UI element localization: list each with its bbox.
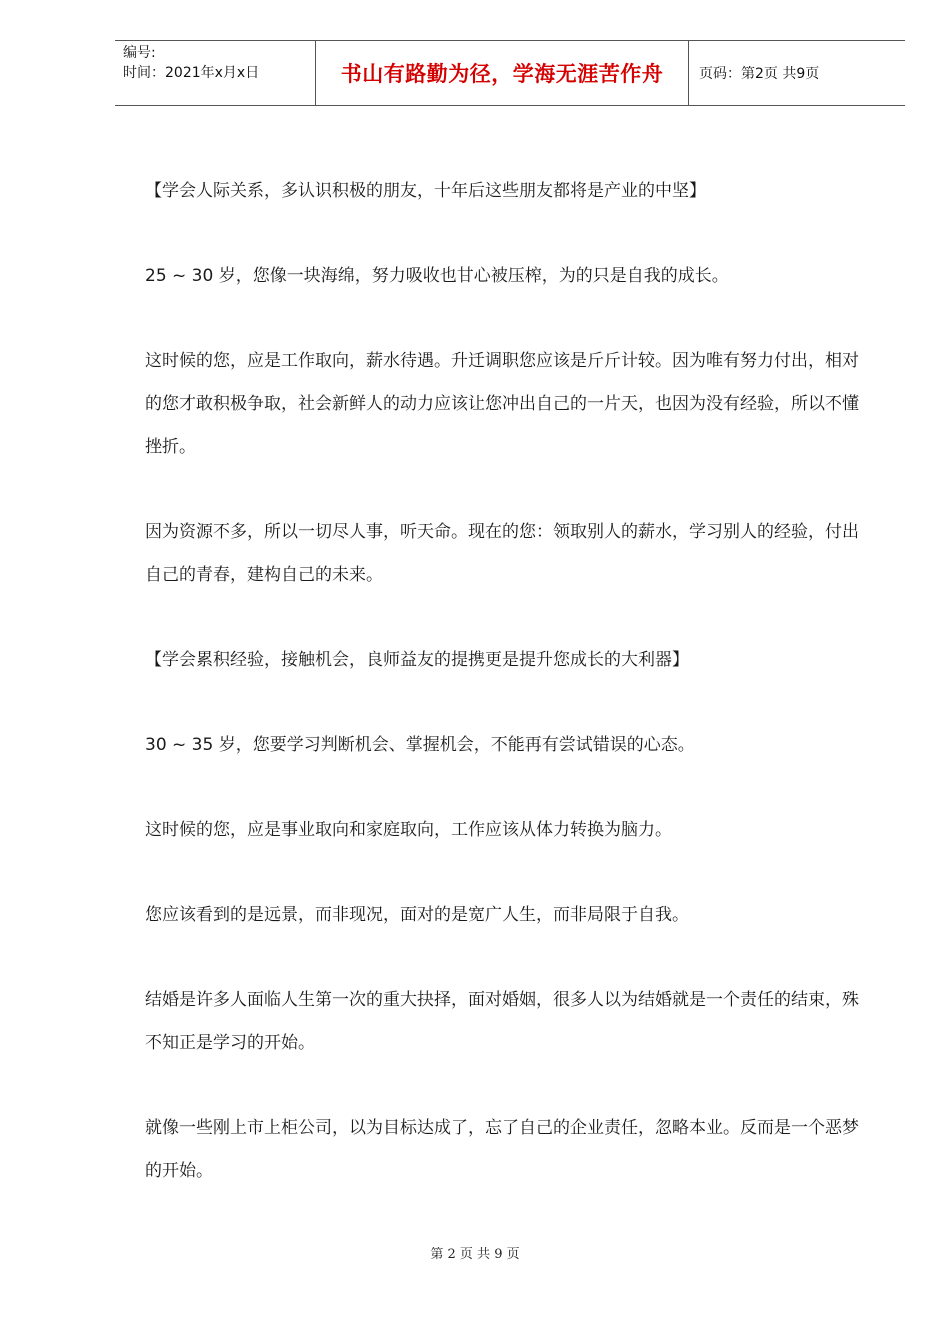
paragraph: 因为资源不多，所以一切尽人事，听天命。现在的您：领取别人的薪水，学习别人的经验，付出自己的青春，建构自己的未来。 <box>145 522 859 585</box>
document-body <box>145 170 875 1235</box>
paragraph: 这时候的您，应是事业取向和家庭取向，工作应该从体力转换为脑力。 <box>145 820 672 840</box>
paragraph: 您应该看到的是远景，而非现况，面对的是宽广人生，而非局限于自我。 <box>145 905 689 925</box>
header-page-info: 页码：第2页 共9页 <box>699 66 820 82</box>
paragraph: 30 ~ 35 岁，您要学习判断机会、掌握机会，不能再有尝试错误的心态。 <box>145 735 695 755</box>
header-motto: 书山有路勤为径，学海无涯苦作舟 <box>316 41 689 105</box>
paragraph: 这时候的您，应是工作取向，薪水待遇。升迁调职您应该是斤斤计较。因为唯有努力付出，相对的您才敢积极争取，社会新鲜人的动力应该让您冲出自己的一片天，也因为没有经验，所以不懂挫折。 <box>145 351 859 457</box>
section-heading: 【学会人际关系，多认识积极的朋友，十年后这些朋友都将是产业的中坚】 <box>145 181 706 201</box>
page-footer: 第 2 页 共 9 页 <box>430 1247 520 1262</box>
paragraph: 结婚是许多人面临人生第一次的重大抉择，面对婚姻，很多人以为结婚就是一个责任的结束，殊不知正是学习的开始。 <box>145 990 859 1053</box>
serial-label: 编号: <box>123 45 156 61</box>
header-meta <box>115 41 316 105</box>
time-label: 时间：2021年x月x日 <box>123 65 260 81</box>
page-header <box>115 40 905 106</box>
paragraph: 就像一些刚上市上柜公司，以为目标达成了，忘了自己的企业责任，忽略本业。反而是一个恶梦的开始。 <box>145 1118 859 1181</box>
section-heading: 【学会累积经验，接触机会，良师益友的提携更是提升您成长的大利器】 <box>145 650 689 670</box>
paragraph: 25 ~ 30 岁，您像一块海绵，努力吸收也甘心被压榨，为的只是自我的成长。 <box>145 266 729 286</box>
